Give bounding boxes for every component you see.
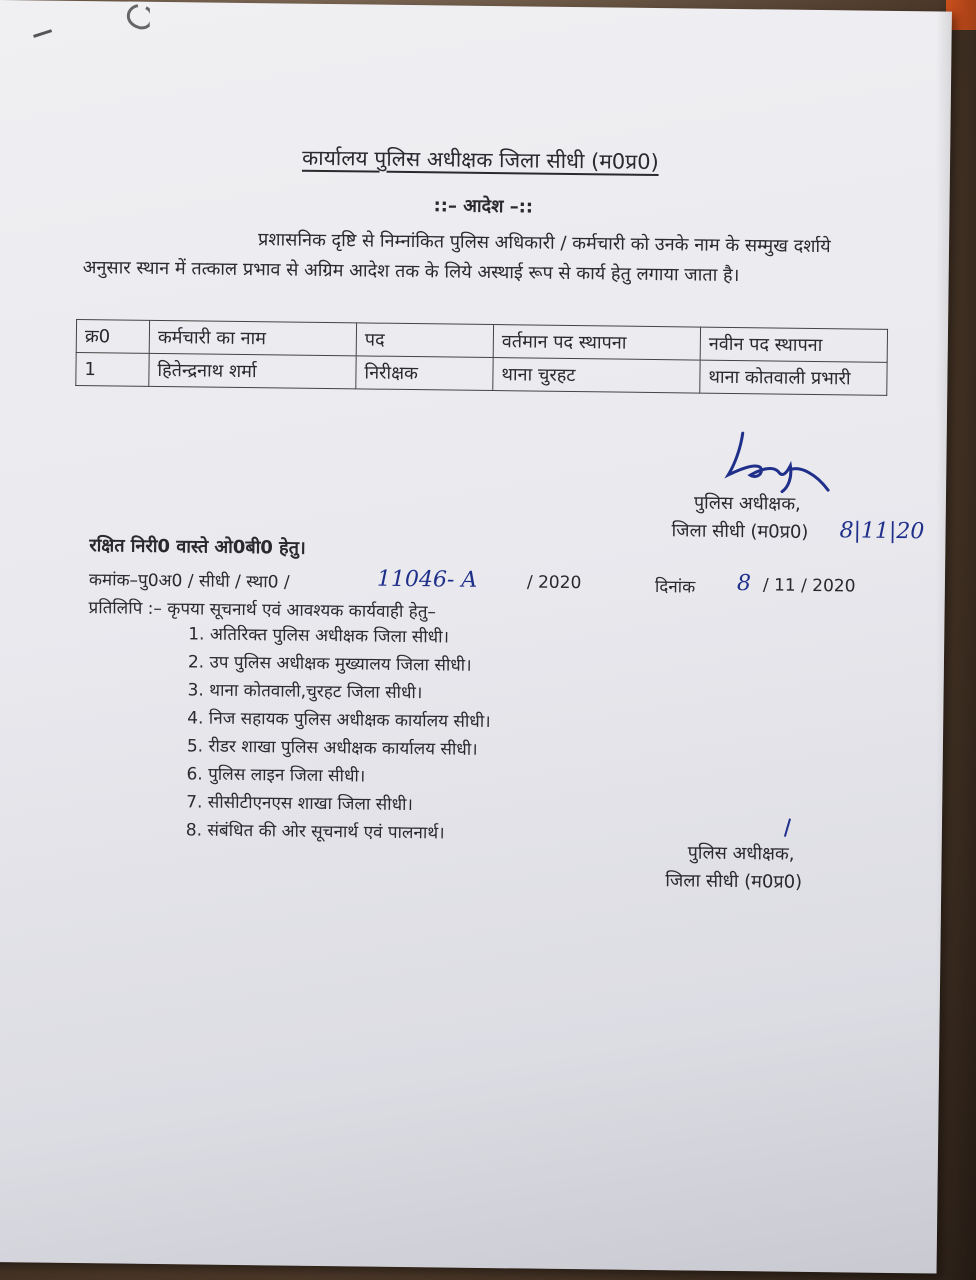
staple-mark bbox=[29, 0, 150, 51]
reference-prefix: कमांक–पु0अ0 / सीधी / स्था0 / bbox=[88, 570, 290, 593]
signatory-district: जिला सीधी (म0प्र0) bbox=[671, 520, 809, 543]
order-body-paragraph bbox=[83, 223, 884, 293]
order-body-text: प्रशासनिक दृष्टि से निम्नांकित पुलिस अधिकारी / कर्मचारी को उनके नाम के सम्मुख दर्शाये अनुसार स्थान में तत्काल प्रभाव से अग्रिम आदेश तक के लिये अस्थाई रूप से कार्य हेतु लगाया जाता है। bbox=[82, 229, 831, 287]
table-header-cell: कर्मचारी का नाम bbox=[149, 320, 356, 356]
page-title: कार्यालय पुलिस अधीक्षक जिला सीधी (म0प्र0) bbox=[301, 145, 659, 175]
signatory-district-2: जिला सीधी (म0प्र0) bbox=[665, 870, 803, 893]
list-item: 5. रीडर शाखा पुलिस अधीक्षक कार्यालय सीधी। bbox=[186, 736, 478, 760]
copy-recipient-list bbox=[186, 620, 492, 848]
list-item: 7. सीसीटीएनएस शाखा जिला सीधी। bbox=[186, 792, 414, 816]
signatory-title-2: पुलिस अधीक्षक, bbox=[687, 842, 795, 865]
list-item: 6. पुलिस लाइन जिला सीधी। bbox=[186, 764, 366, 787]
table-header-cell: वर्तमान पद स्थापना bbox=[493, 325, 700, 361]
table-cell: थाना कोतवाली प्रभारी bbox=[700, 360, 887, 395]
list-item: 2. उप पुलिस अधीक्षक मुख्यालय जिला सीधी। bbox=[187, 652, 472, 676]
date-month-year: / 11 / 2020 bbox=[762, 575, 856, 597]
list-item: 1. अतिरिक्त पुलिस अधीक्षक जिला सीधी। bbox=[188, 624, 450, 648]
reserve-inspector-line: रक्षित निरी0 वास्ते ओ0बी0 हेतु। bbox=[89, 535, 306, 559]
reference-year: / 2020 bbox=[526, 572, 582, 594]
reference-number-handwritten: 11046- A bbox=[376, 566, 478, 593]
table-cell: हितेन्द्रनाथ शर्मा bbox=[149, 353, 356, 389]
table-cell: थाना चुरहट bbox=[493, 358, 700, 394]
page-edge-shadow bbox=[936, 0, 976, 1280]
pen-tick-mark bbox=[782, 818, 792, 838]
handwritten-signature-date: 8|11|20 bbox=[839, 518, 925, 545]
posting-table bbox=[75, 319, 888, 396]
table-header-cell: पद bbox=[356, 323, 493, 358]
list-item: 8. संबंधित की ओर सूचनार्थ एवं पालनार्थ। bbox=[185, 820, 445, 844]
list-item: 3. थाना कोतवाली,चुरहट जिला सीधी। bbox=[187, 680, 423, 704]
list-item: 4. निज सहायक पुलिस अधीक्षक कार्यालय सीधी। bbox=[187, 708, 491, 733]
table-header-cell: नवीन पद स्थापना bbox=[700, 327, 887, 362]
handwritten-signature bbox=[720, 429, 831, 494]
order-heading: ::– आदेश –:: bbox=[433, 195, 534, 218]
table-header-cell: क्र0 bbox=[76, 319, 149, 353]
signatory-title: पुलिस अधीक्षक, bbox=[693, 492, 801, 515]
date-label: दिनांक bbox=[654, 577, 696, 598]
paragraph-indent bbox=[83, 243, 258, 245]
copy-to-line: प्रतिलिपि :– कृपया सूचनार्थ एवं आवश्यक कार्यवाही हेतु– bbox=[88, 598, 437, 623]
date-day-handwritten: 8 bbox=[736, 571, 752, 597]
table-cell: 1 bbox=[76, 352, 149, 386]
table-cell: निरीक्षक bbox=[356, 356, 493, 391]
